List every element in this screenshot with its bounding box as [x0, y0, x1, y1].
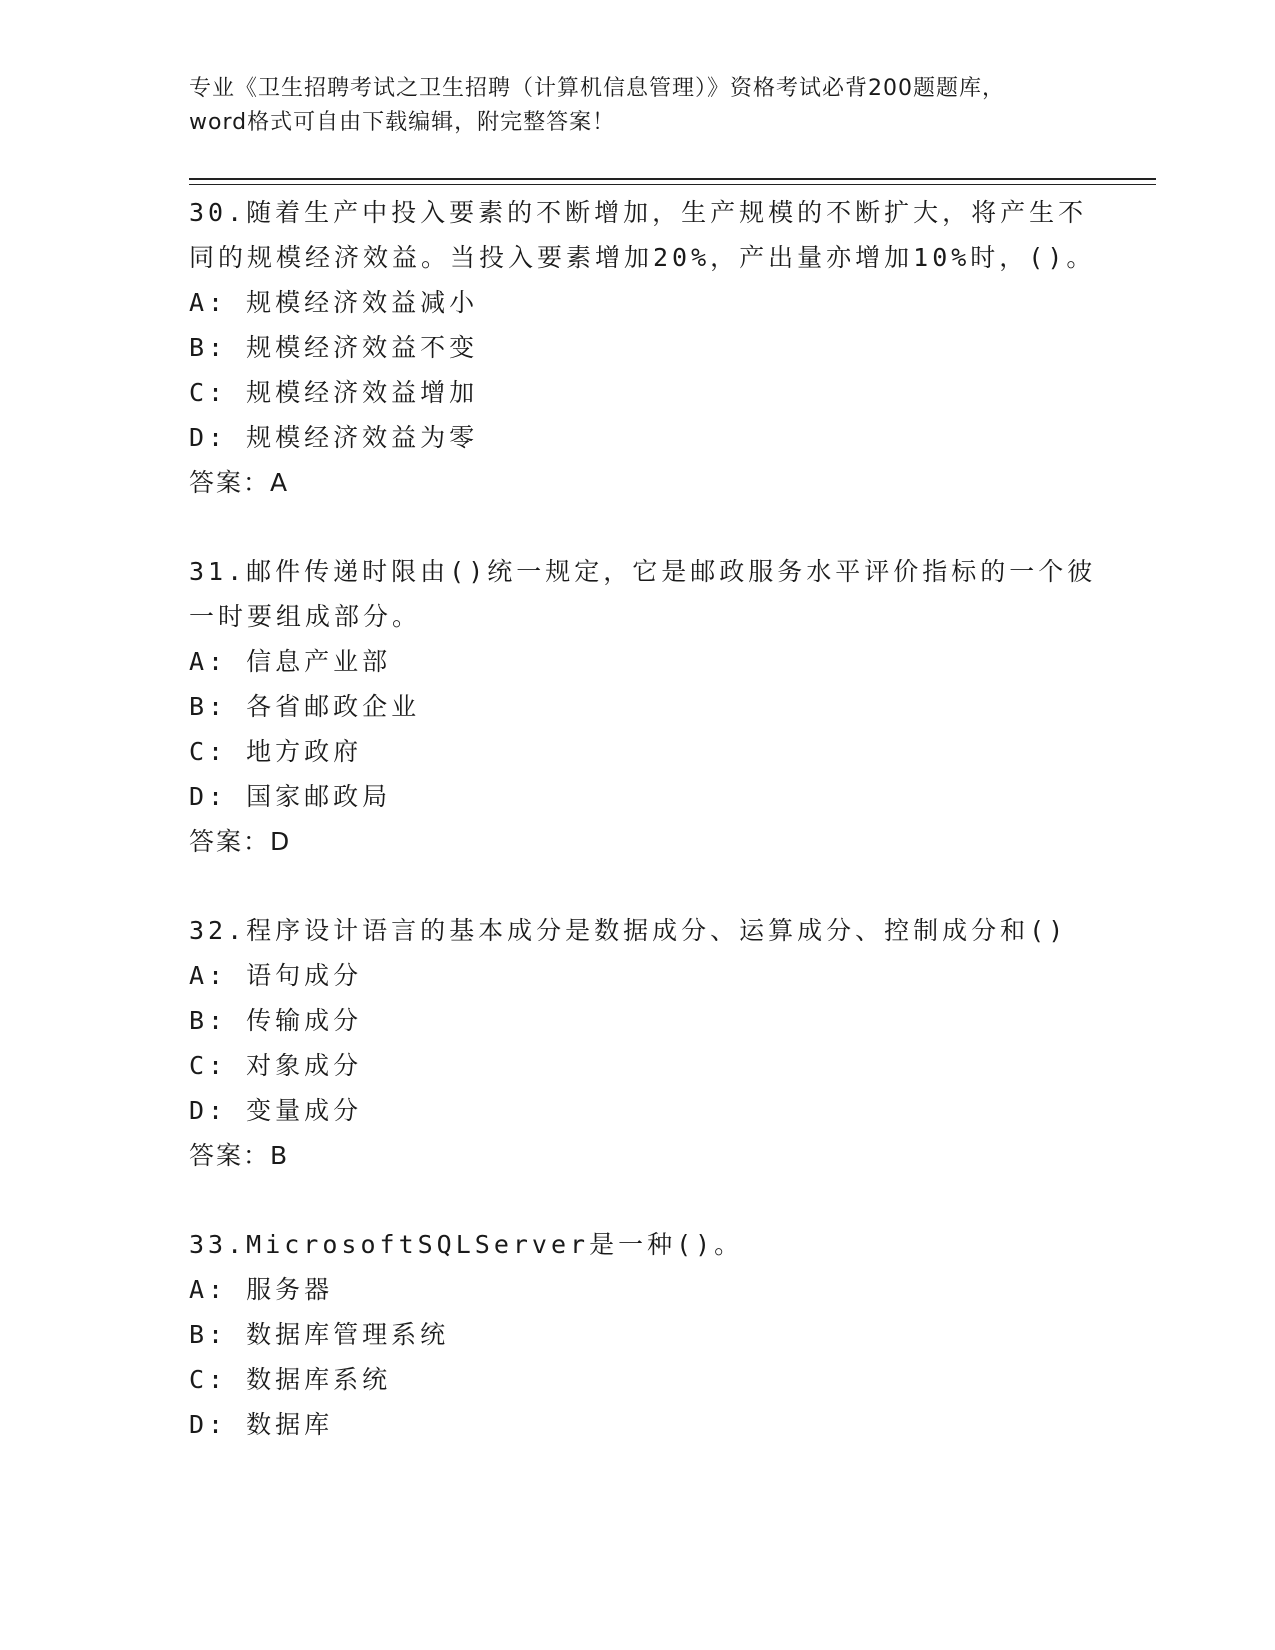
answer-line: 答案：D [189, 827, 292, 856]
option-c: C: 地方政府 [189, 737, 363, 766]
question-text-line: 同的规模经济效益。当投入要素增加20%，产出量亦增加10%时，()。 [189, 243, 1096, 272]
option-b: B: 数据库管理系统 [189, 1320, 450, 1349]
answer-line: 答案：B [189, 1141, 290, 1170]
question-text [189, 549, 1097, 639]
answer-line: 答案：A [189, 468, 290, 497]
option-c: C: 规模经济效益增加 [189, 378, 479, 407]
question-text-line: 30.随着生产中投入要素的不断增加，生产规模的不断扩大，将产生不 [189, 198, 1088, 227]
question-text-line: 32.程序设计语言的基本成分是数据成分、运算成分、控制成分和() [189, 916, 1068, 945]
question-item [189, 908, 1089, 1178]
option-d: D: 变量成分 [189, 1096, 363, 1125]
option-c: C: 数据库系统 [189, 1365, 392, 1394]
option-c: C: 对象成分 [189, 1051, 363, 1080]
header-divider-thin [189, 184, 1156, 185]
option-d: D: 国家邮政局 [189, 782, 392, 811]
question-text-line: 一时要组成部分。 [189, 602, 422, 631]
option-a: A: 规模经济效益减小 [189, 288, 479, 317]
option-d: D: 数据库 [189, 1410, 334, 1439]
document-header [189, 72, 1089, 140]
question-item [189, 190, 1096, 505]
question-text [189, 908, 1089, 953]
option-b: B: 各省邮政企业 [189, 692, 421, 721]
option-d: D: 规模经济效益为零 [189, 423, 479, 452]
header-title-line-1: 专业《卫生招聘考试之卫生招聘（计算机信息管理）》资格考试必背200题题库， [189, 76, 1005, 101]
question-text-line: 33.MicrosoftSQLServer是一种()。 [189, 1230, 744, 1259]
option-a: A: 语句成分 [189, 961, 363, 990]
question-item [189, 549, 1097, 864]
option-a: A: 信息产业部 [189, 647, 392, 676]
option-b: B: 传输成分 [189, 1006, 363, 1035]
question-item [189, 1222, 1089, 1447]
question-text-line: 31.邮件传递时限由()统一规定，它是邮政服务水平评价指标的一个彼 [189, 557, 1097, 586]
header-title-line-2: word格式可自由下载编辑，附完整答案！ [189, 110, 616, 135]
question-list [189, 190, 1097, 1491]
question-text [189, 190, 1096, 280]
option-b: B: 规模经济效益不变 [189, 333, 479, 362]
question-text [189, 1222, 1089, 1267]
header-divider-thick [189, 178, 1156, 180]
option-a: A: 服务器 [189, 1275, 334, 1304]
